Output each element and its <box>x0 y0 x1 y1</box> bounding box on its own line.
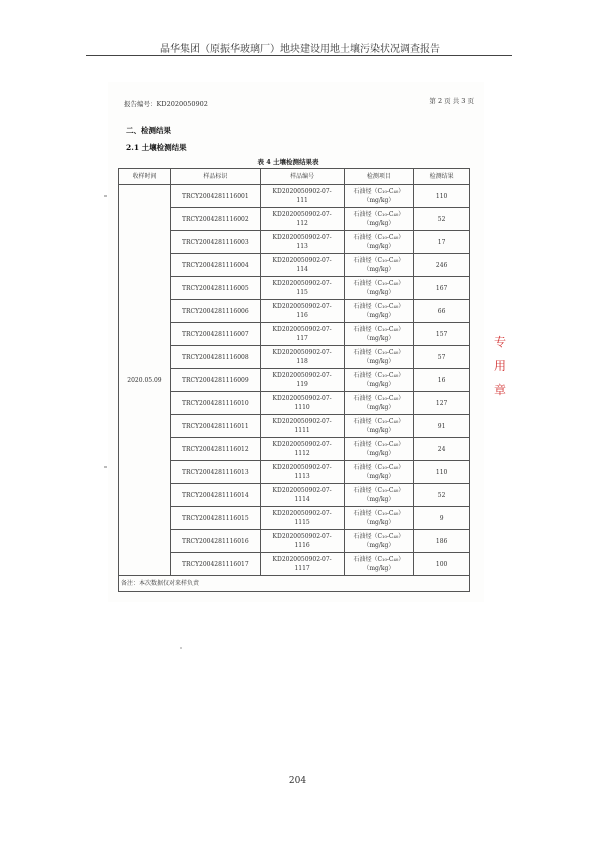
result-cell: 57 <box>414 346 470 369</box>
table-row <box>119 323 470 346</box>
sample-code-prefix: KD2020050902-07- <box>272 372 332 379</box>
scanned-report <box>108 82 484 602</box>
result-cell: 186 <box>414 530 470 553</box>
test-item-unit: （mg/kg） <box>363 358 395 365</box>
sample-code-cell <box>260 346 344 369</box>
seal-character: 章 <box>494 383 507 397</box>
sample-code-prefix: KD2020050902-07- <box>272 257 332 264</box>
result-cell: 16 <box>414 369 470 392</box>
sample-id-cell: TRCY2004281116017 <box>170 553 260 576</box>
test-item-cell <box>344 415 414 438</box>
sample-code-prefix: KD2020050902-07- <box>272 510 332 517</box>
table-row <box>119 300 470 323</box>
result-cell: 66 <box>414 300 470 323</box>
sample-code-suffix: 1110 <box>294 404 310 411</box>
sample-id-cell: TRCY2004281116005 <box>170 277 260 300</box>
test-item-name: 石油烃（C₁₀-C₄₀） <box>353 418 405 425</box>
page-count: 第 2 页 共 3 页 <box>429 97 474 105</box>
test-item-cell <box>344 369 414 392</box>
sample-code-suffix: 119 <box>296 381 308 388</box>
table-row <box>119 553 470 576</box>
result-cell: 157 <box>414 323 470 346</box>
sample-code-cell <box>260 392 344 415</box>
test-item-name: 石油烃（C₁₀-C₄₀） <box>353 303 405 310</box>
sample-code-prefix: KD2020050902-07- <box>272 349 332 356</box>
sample-code-suffix: 1111 <box>294 427 310 434</box>
table-row <box>119 484 470 507</box>
test-item-name: 石油烃（C₁₀-C₄₀） <box>353 349 405 356</box>
table-row <box>119 185 470 208</box>
table-row <box>119 208 470 231</box>
test-item-name: 石油烃（C₁₀-C₄₀） <box>353 280 405 287</box>
test-item-cell <box>344 530 414 553</box>
test-item-unit: （mg/kg） <box>363 266 395 273</box>
test-item-unit: （mg/kg） <box>363 312 395 319</box>
seal-character: 用 <box>494 359 507 373</box>
sample-code-prefix: KD2020050902-07- <box>272 441 332 448</box>
test-item-unit: （mg/kg） <box>363 496 395 503</box>
table-row <box>119 438 470 461</box>
sample-code-prefix: KD2020050902-07- <box>272 464 332 471</box>
result-cell: 17 <box>414 231 470 254</box>
sample-code-cell <box>260 323 344 346</box>
scan-edge-mark <box>104 466 107 468</box>
header-received-date: 收样时间 <box>119 169 171 185</box>
test-item-cell <box>344 323 414 346</box>
header-sample-code: 样品编号 <box>260 169 344 185</box>
test-item-cell <box>344 461 414 484</box>
sample-code-suffix: 1112 <box>294 450 310 457</box>
test-item-unit: （mg/kg） <box>363 427 395 434</box>
sample-code-cell <box>260 415 344 438</box>
sample-code-prefix: KD2020050902-07- <box>272 188 332 195</box>
test-item-cell <box>344 277 414 300</box>
sample-code-cell <box>260 438 344 461</box>
table-row <box>119 392 470 415</box>
sample-id-cell: TRCY2004281116016 <box>170 530 260 553</box>
page-header: 晶华集团（原振华玻璃厂）地块建设用地土壤污染状况调查报告 <box>160 44 440 55</box>
sample-code-cell <box>260 369 344 392</box>
test-item-unit: （mg/kg） <box>363 542 395 549</box>
table-row <box>119 231 470 254</box>
sample-id-cell: TRCY2004281116002 <box>170 208 260 231</box>
header-test-item: 检测项目 <box>344 169 414 185</box>
table-row <box>119 461 470 484</box>
sample-code-prefix: KD2020050902-07- <box>272 487 332 494</box>
sample-code-cell <box>260 277 344 300</box>
sample-code-prefix: KD2020050902-07- <box>272 303 332 310</box>
table-row <box>119 254 470 277</box>
sample-code-prefix: KD2020050902-07- <box>272 326 332 333</box>
table-row <box>119 415 470 438</box>
sample-id-cell: TRCY2004281116015 <box>170 507 260 530</box>
sample-code-suffix: 113 <box>296 243 308 250</box>
sample-code-suffix: 1116 <box>294 542 310 549</box>
result-cell: 110 <box>414 461 470 484</box>
sample-id-cell: TRCY2004281116011 <box>170 415 260 438</box>
sample-code-cell <box>260 185 344 208</box>
test-item-cell <box>344 346 414 369</box>
sample-code-cell <box>260 461 344 484</box>
test-item-unit: （mg/kg） <box>363 381 395 388</box>
test-item-cell <box>344 185 414 208</box>
test-item-cell <box>344 300 414 323</box>
test-item-name: 石油烃（C₁₀-C₄₀） <box>353 188 405 195</box>
sample-code-cell <box>260 530 344 553</box>
table-row <box>119 369 470 392</box>
result-cell: 91 <box>414 415 470 438</box>
sample-id-cell: TRCY2004281116004 <box>170 254 260 277</box>
table-row <box>119 507 470 530</box>
sample-id-cell: TRCY2004281116008 <box>170 346 260 369</box>
table-header-row <box>119 169 470 185</box>
test-item-name: 石油烃（C₁₀-C₄₀） <box>353 372 405 379</box>
table-row <box>119 277 470 300</box>
result-cell: 52 <box>414 208 470 231</box>
test-item-unit: （mg/kg） <box>363 450 395 457</box>
result-cell: 24 <box>414 438 470 461</box>
sample-code-suffix: 111 <box>296 197 308 204</box>
sample-id-cell: TRCY2004281116014 <box>170 484 260 507</box>
header-sample-id: 样品标识 <box>170 169 260 185</box>
sample-code-suffix: 116 <box>296 312 308 319</box>
test-item-cell <box>344 392 414 415</box>
report-number: 报告编号：KD2020050902 <box>124 100 208 108</box>
table-row <box>119 346 470 369</box>
received-date-cell: 2020.05.09 <box>119 185 171 576</box>
test-item-name: 石油烃（C₁₀-C₄₀） <box>353 464 405 471</box>
table-title: 表 4 土壤检测结果表 <box>257 158 319 166</box>
test-item-unit: （mg/kg） <box>363 404 395 411</box>
sample-id-cell: TRCY2004281116001 <box>170 185 260 208</box>
test-item-unit: （mg/kg） <box>363 197 395 204</box>
scan-edge-mark <box>104 195 107 197</box>
sample-code-cell <box>260 300 344 323</box>
test-item-name: 石油烃（C₁₀-C₄₀） <box>353 510 405 517</box>
sample-code-prefix: KD2020050902-07- <box>272 234 332 241</box>
sample-code-cell <box>260 231 344 254</box>
sample-id-cell: TRCY2004281116007 <box>170 323 260 346</box>
sample-code-cell <box>260 507 344 530</box>
test-item-name: 石油烃（C₁₀-C₄₀） <box>353 326 405 333</box>
test-item-cell <box>344 254 414 277</box>
sample-code-cell <box>260 484 344 507</box>
sample-code-suffix: 1113 <box>294 473 310 480</box>
sample-code-prefix: KD2020050902-07- <box>272 556 332 563</box>
result-cell: 9 <box>414 507 470 530</box>
sample-code-cell <box>260 553 344 576</box>
sample-id-cell: TRCY2004281116013 <box>170 461 260 484</box>
test-item-unit: （mg/kg） <box>363 335 395 342</box>
sample-code-suffix: 112 <box>296 220 308 227</box>
result-cell: 167 <box>414 277 470 300</box>
test-item-cell <box>344 438 414 461</box>
sample-id-cell: TRCY2004281116003 <box>170 231 260 254</box>
sample-id-cell: TRCY2004281116010 <box>170 392 260 415</box>
sample-code-prefix: KD2020050902-07- <box>272 211 332 218</box>
sample-code-suffix: 117 <box>296 335 308 342</box>
sample-code-prefix: KD2020050902-07- <box>272 418 332 425</box>
test-item-cell <box>344 553 414 576</box>
result-cell: 100 <box>414 553 470 576</box>
sample-code-suffix: 115 <box>296 289 308 296</box>
sample-id-cell: TRCY2004281116012 <box>170 438 260 461</box>
sample-code-suffix: 114 <box>296 266 308 273</box>
test-item-name: 石油烃（C₁₀-C₄₀） <box>353 211 405 218</box>
table-note-row <box>119 576 470 592</box>
scan-speck <box>180 647 182 649</box>
test-item-unit: （mg/kg） <box>363 565 395 572</box>
test-item-unit: （mg/kg） <box>363 220 395 227</box>
test-item-name: 石油烃（C₁₀-C₄₀） <box>353 395 405 402</box>
red-seal-stamp <box>494 330 506 402</box>
test-item-unit: （mg/kg） <box>363 243 395 250</box>
test-item-unit: （mg/kg） <box>363 289 395 296</box>
test-item-name: 石油烃（C₁₀-C₄₀） <box>353 257 405 264</box>
test-item-unit: （mg/kg） <box>363 473 395 480</box>
header-result: 检测结果 <box>414 169 470 185</box>
test-item-name: 石油烃（C₁₀-C₄₀） <box>353 487 405 494</box>
test-item-cell <box>344 231 414 254</box>
sample-code-suffix: 1117 <box>294 565 310 572</box>
section-heading: 二、检测结果 <box>126 126 171 135</box>
test-item-name: 石油烃（C₁₀-C₄₀） <box>353 533 405 540</box>
page-number: 204 <box>288 776 307 786</box>
results-table <box>118 168 470 592</box>
sample-code-suffix: 1114 <box>294 496 310 503</box>
result-cell: 246 <box>414 254 470 277</box>
sample-code-prefix: KD2020050902-07- <box>272 395 332 402</box>
test-item-cell <box>344 507 414 530</box>
test-item-name: 石油烃（C₁₀-C₄₀） <box>353 441 405 448</box>
sample-id-cell: TRCY2004281116006 <box>170 300 260 323</box>
result-cell: 52 <box>414 484 470 507</box>
test-item-cell <box>344 208 414 231</box>
result-cell: 127 <box>414 392 470 415</box>
table-note: 备注：本次数据仅对来样负责 <box>119 576 470 592</box>
sample-code-suffix: 1115 <box>294 519 310 526</box>
test-item-unit: （mg/kg） <box>363 519 395 526</box>
test-item-name: 石油烃（C₁₀-C₄₀） <box>353 234 405 241</box>
sample-code-suffix: 118 <box>296 358 308 365</box>
sample-code-cell <box>260 208 344 231</box>
table-row <box>119 530 470 553</box>
header-rule <box>86 55 512 56</box>
test-item-cell <box>344 484 414 507</box>
sample-code-cell <box>260 254 344 277</box>
sample-code-prefix: KD2020050902-07- <box>272 533 332 540</box>
seal-character: 专 <box>494 335 507 349</box>
subsection-heading: 2.1 土壤检测结果 <box>126 143 187 152</box>
test-item-name: 石油烃（C₁₀-C₄₀） <box>353 556 405 563</box>
sample-code-prefix: KD2020050902-07- <box>272 280 332 287</box>
sample-id-cell: TRCY2004281116009 <box>170 369 260 392</box>
result-cell: 110 <box>414 185 470 208</box>
